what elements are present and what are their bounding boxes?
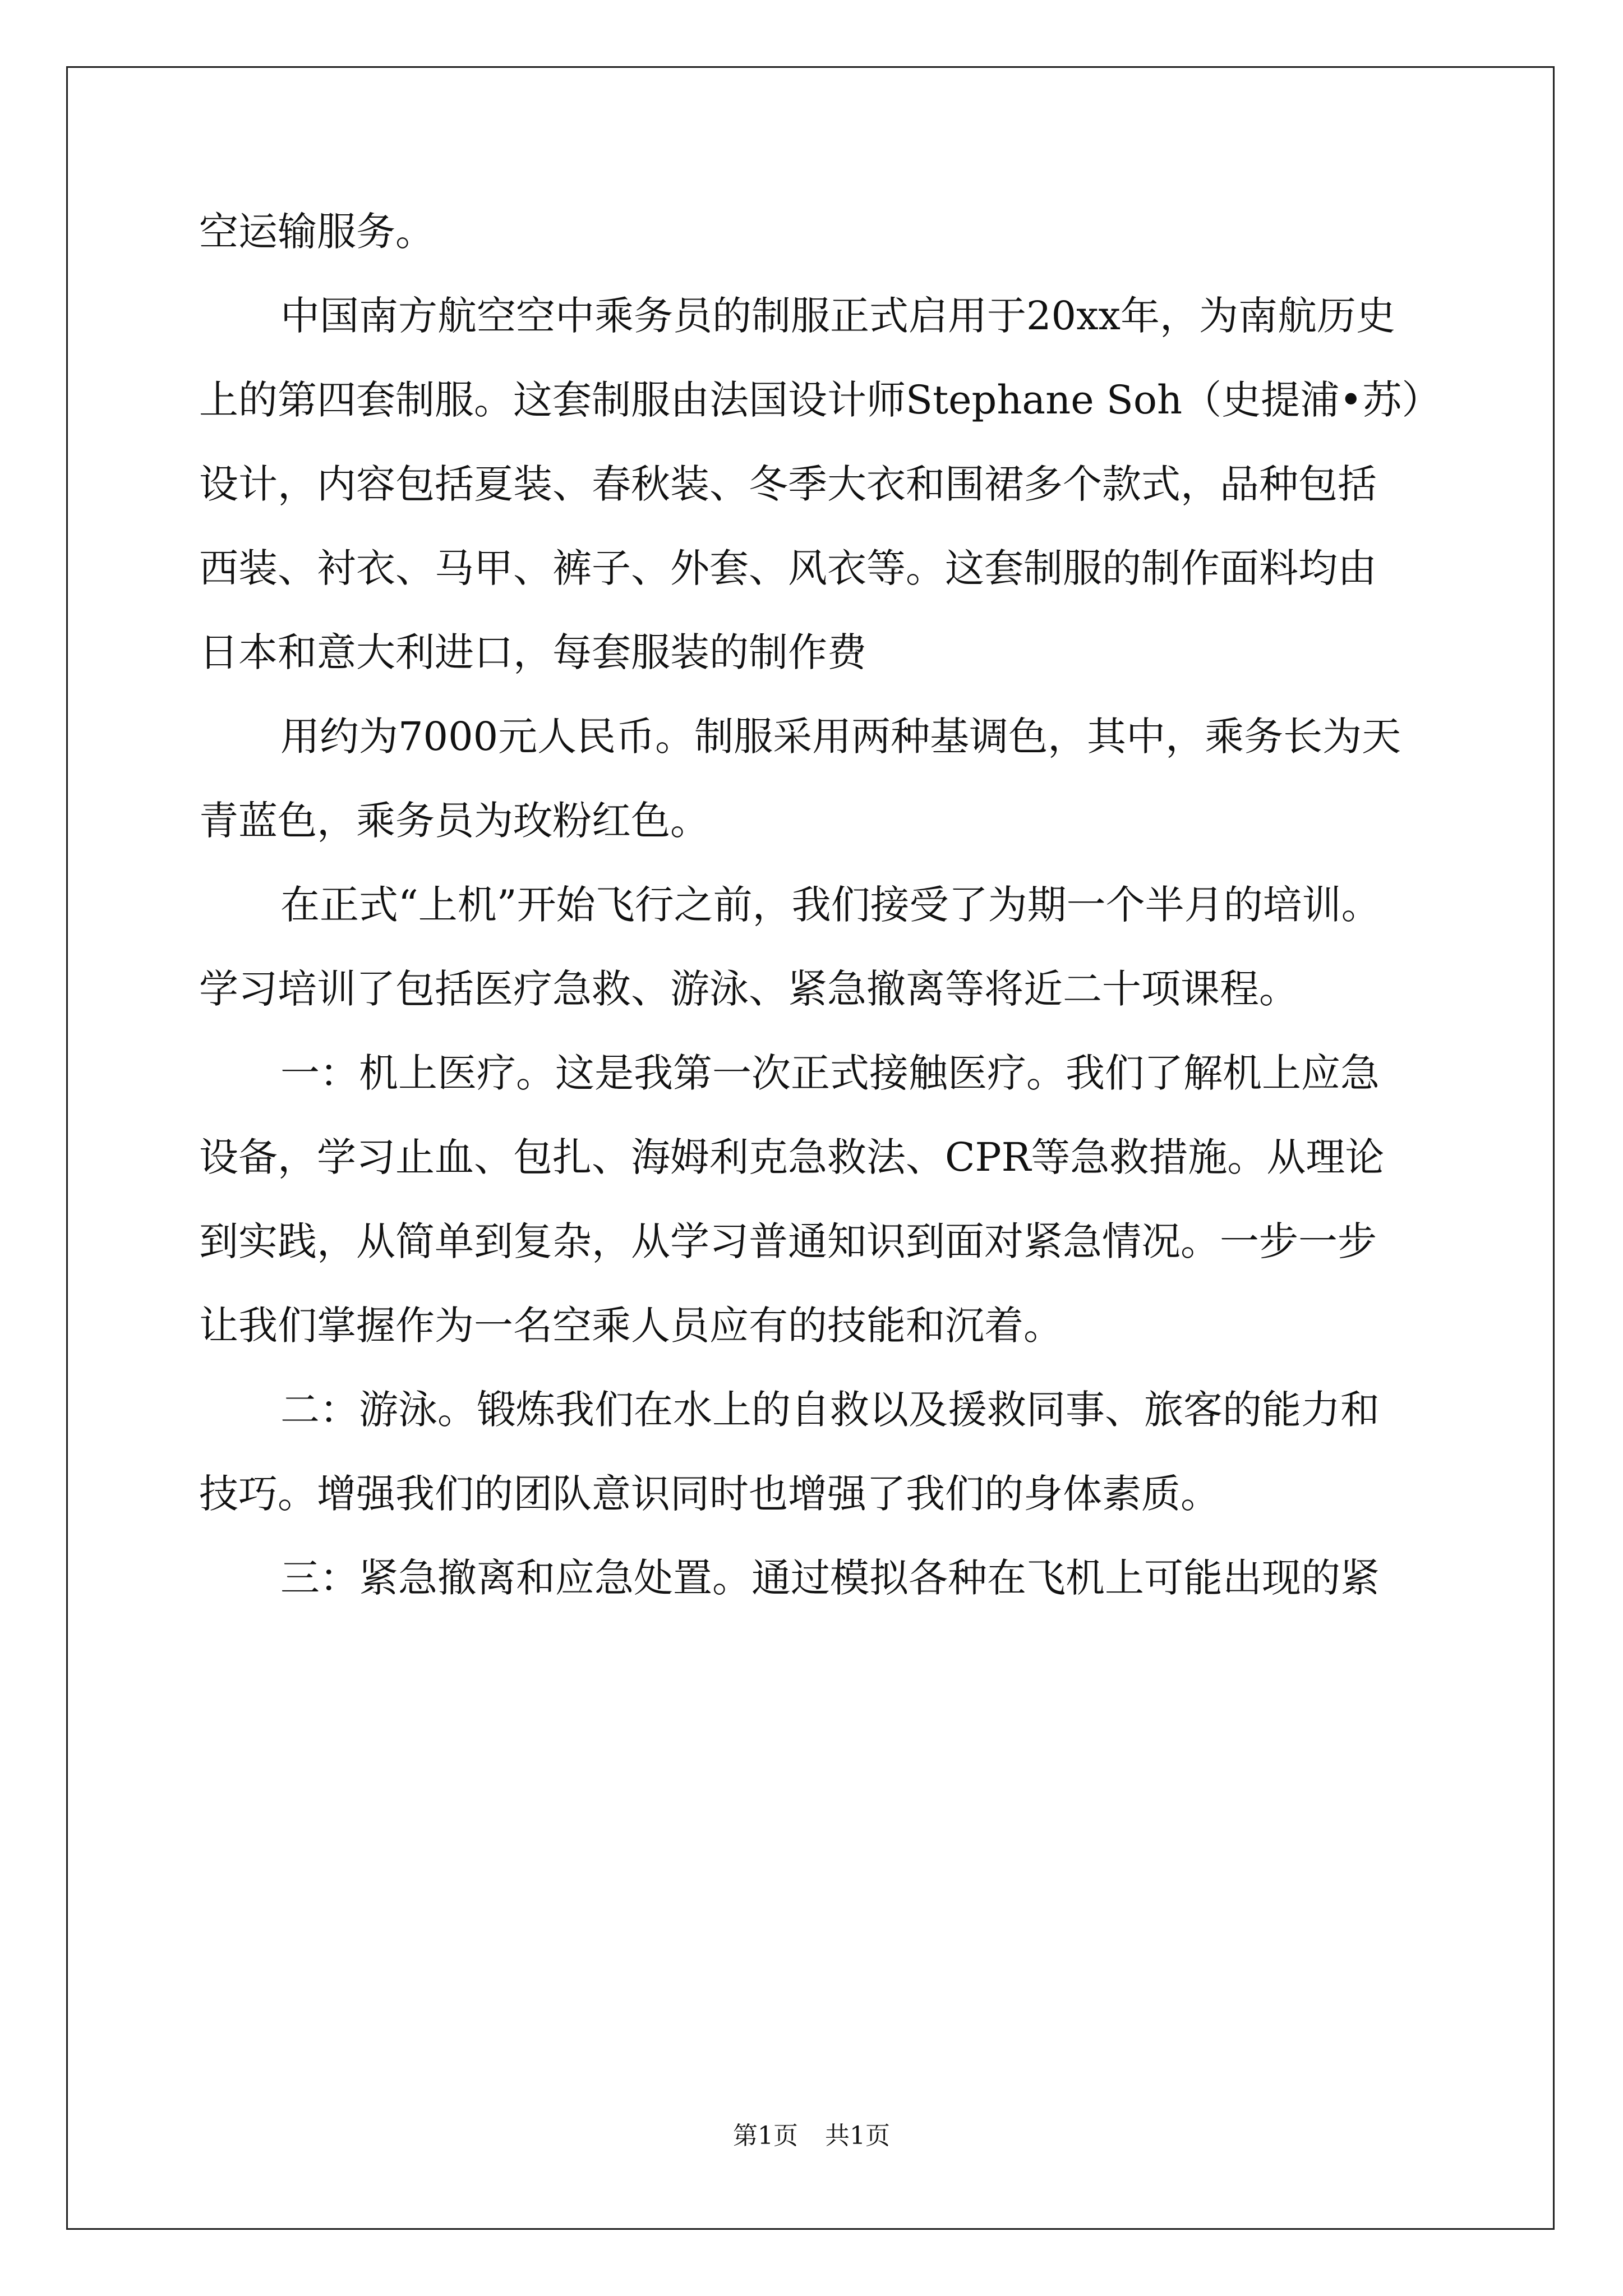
page-number: 第1页 xyxy=(733,2122,798,2150)
text-line: 到实践，从简单到复杂，从学习普通知识到面对紧急情况。一步一步 xyxy=(199,1218,1377,1264)
text-line: 三：紧急撤离和应急处置。通过模拟各种在飞机上可能出现的紧 xyxy=(280,1555,1380,1601)
text-line: 设计，内容包括夏装、春秋装、冬季大衣和围裙多个款式，品种包括 xyxy=(199,461,1377,507)
text-line: 上的第四套制服。这套制服由法国设计师Stephane Soh（史提浦•苏） xyxy=(199,377,1441,423)
text-line: 一：机上医疗。这是我第一次正式接触医疗。我们了解机上应急 xyxy=(280,1050,1380,1096)
document-body xyxy=(199,205,1441,1635)
text-line: 日本和意大利进口，每套服装的制作费 xyxy=(199,629,866,675)
text-line: 空运输服务。 xyxy=(199,209,435,255)
page-total: 共1页 xyxy=(825,2122,890,2150)
text-line: 在正式“上机”开始飞行之前，我们接受了为期一个半月的培训。 xyxy=(280,882,1381,928)
text-line: 中国南方航空空中乘务员的制服正式启用于20xx年，为南航历史 xyxy=(280,293,1396,339)
text-line: 二：游泳。锻炼我们在水上的自救以及援救同事、旅客的能力和 xyxy=(280,1387,1380,1433)
text-line: 让我们掌握作为一名空乘人员应有的技能和沉着。 xyxy=(199,1303,1063,1349)
text-line: 设备，学习止血、包扎、海姆利克急救法、CPR等急救措施。从理论 xyxy=(199,1134,1385,1180)
text-line: 学习培训了包括医疗急救、游泳、紧急撤离等将近二十项课程。 xyxy=(199,966,1298,1012)
text-line: 用约为7000元人民币。制服采用两种基调色，其中，乘务长为天 xyxy=(280,714,1401,760)
text-line: 西装、衬衣、马甲、裤子、外套、风衣等。这套制服的制作面料均由 xyxy=(199,545,1377,591)
text-line: 青蓝色，乘务员为玫粉红色。 xyxy=(199,798,709,844)
text-line: 技巧。增强我们的团队意识同时也增强了我们的身体素质。 xyxy=(199,1471,1220,1517)
page-footer xyxy=(0,2119,1623,2153)
